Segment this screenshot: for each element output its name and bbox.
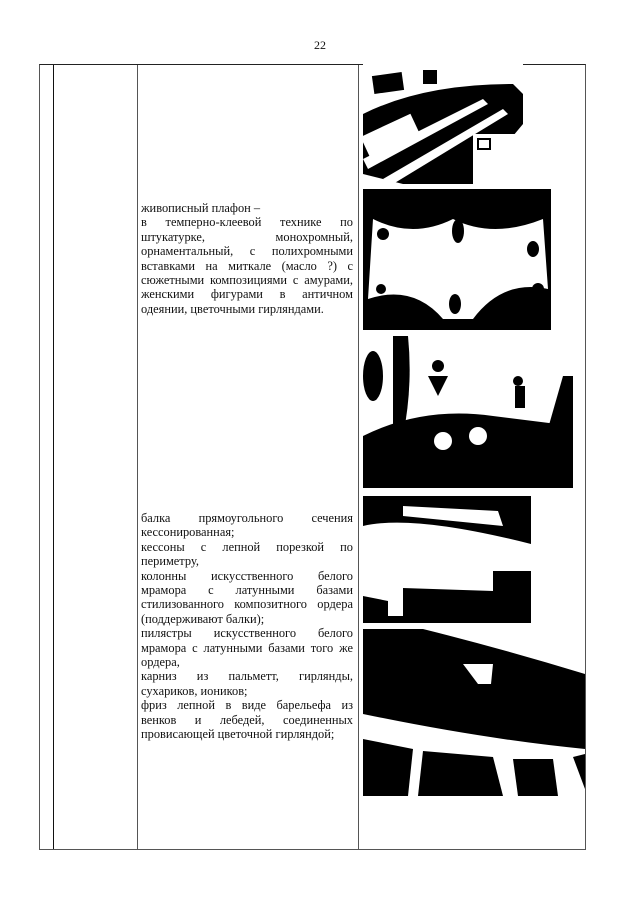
description-cell-architecture: [141, 511, 353, 742]
cornice-frieze-photo: [363, 629, 585, 796]
column-divider: [358, 65, 359, 849]
ceiling-painting-cupids-detail-photo: [363, 336, 573, 488]
description-item: колонны искусственного белого мрамора с латунными базами стилизованного композитного ордера (поддерживают балки);: [141, 568, 353, 626]
description-item: кессоны с лепной порезкой по периметру,: [141, 539, 353, 569]
description-cell-plafond: [141, 201, 353, 316]
description-paragraph: в темперно-клеевой технике по штукатурке, монохромный, орнаментальный, с полихромными вставками на миткале (масло ?) с сюжетными композициями с амурами, женскими фигурами в античном одеянии, цветочными гирляндами.: [141, 215, 353, 316]
description-item: балка прямоугольного сечения кессонированная;: [141, 511, 353, 540]
column-divider: [53, 65, 54, 849]
description-item: фриз лепной в виде барельефа из венков и лебедей, соединенных провисающей цветочной гирляндой;: [141, 698, 353, 742]
ceiling-beam-photo: [363, 64, 523, 184]
painted-ceiling-plafond-photo: [363, 189, 551, 330]
description-item: пилястры искусственного белого мрамора с латунными базами того же ордера,: [141, 626, 353, 670]
description-line: живописный плафон –: [141, 201, 261, 215]
description-item: карниз из пальметт, гирлянды, сухариков, иоников;: [141, 669, 353, 698]
page-number: 22: [314, 38, 326, 52]
column-divider: [137, 65, 138, 849]
coffered-beam-photo: [363, 496, 531, 623]
